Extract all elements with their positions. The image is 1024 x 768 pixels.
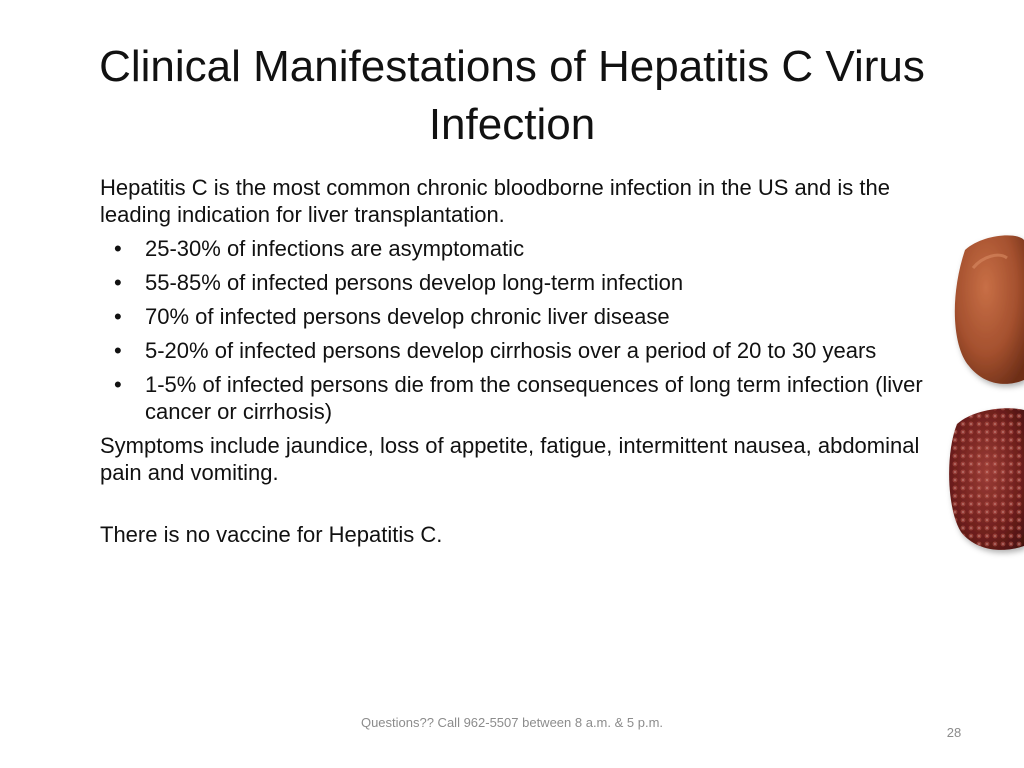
bullet-text: 55-85% of infected persons develop long-term infection bbox=[145, 270, 684, 295]
bullet-marker: • bbox=[114, 304, 122, 329]
bullet-marker: • bbox=[114, 338, 122, 363]
bullet-marker: • bbox=[114, 270, 122, 295]
vaccine-note: There is no vaccine for Hepatitis C. bbox=[100, 522, 443, 547]
cirrhotic-liver-illustration bbox=[949, 408, 1024, 550]
bullet-text: 5-20% of infected persons develop cirrhosis over a period of 20 to 30 years bbox=[145, 338, 877, 363]
slide-title: Clinical Manifestations of Hepatitis C Virus Infection bbox=[99, 42, 925, 149]
intro-paragraph: Hepatitis C is the most common chronic bloodborne infection in the US and is the leading indication for liver transplantation. bbox=[100, 175, 890, 227]
bullet-item bbox=[100, 235, 928, 262]
healthy-liver-illustration bbox=[955, 235, 1024, 383]
bullet-text: 25-30% of infections are asymptomatic bbox=[145, 236, 525, 261]
paragraph-spacer bbox=[100, 493, 928, 521]
slide-content bbox=[100, 174, 928, 555]
bullet-item bbox=[100, 303, 928, 330]
bullet-text: 70% of infected persons develop chronic liver disease bbox=[145, 304, 670, 329]
liver-comparison-image bbox=[935, 228, 1024, 560]
bullet-text: 1-5% of infected persons die from the consequences of long term infection (liver cancer or cirrhosis) bbox=[145, 372, 923, 424]
page-number: 28 bbox=[946, 725, 962, 740]
bullet-item bbox=[100, 371, 928, 425]
bullet-item bbox=[100, 269, 928, 296]
bullet-marker: • bbox=[114, 236, 122, 261]
bullet-item bbox=[100, 337, 928, 364]
bullet-marker: • bbox=[114, 372, 122, 397]
symptoms-paragraph: Symptoms include jaundice, loss of appetite, fatigue, intermittent nausea, abdominal pain and vomiting. bbox=[100, 433, 920, 485]
bullet-list bbox=[100, 235, 928, 425]
footer-contact: Questions?? Call 962-5507 between 8 a.m. & 5 p.m. bbox=[360, 715, 664, 730]
